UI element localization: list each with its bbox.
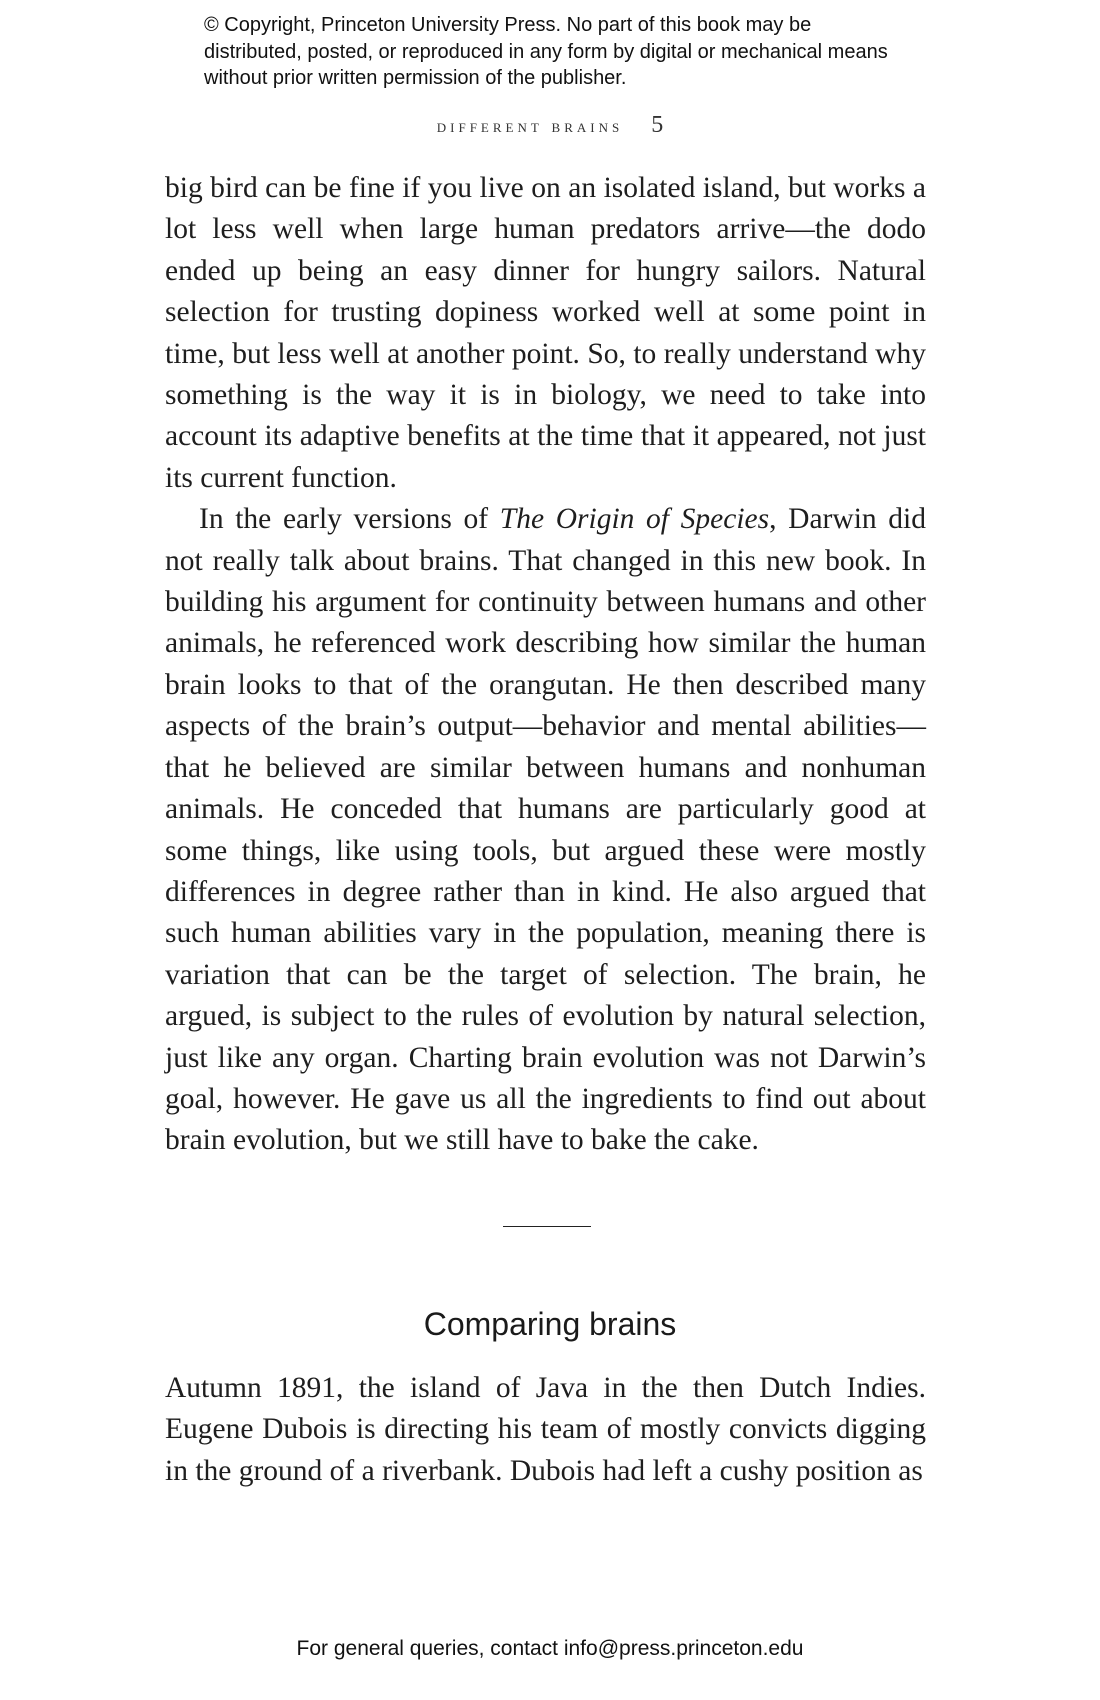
running-head [0, 112, 1100, 139]
section-text-block [165, 1368, 926, 1492]
paragraph-2-rest: , Darwin did not really talk about brains. That changed in this new book. In building his argument for continuity between humans and other animals, he referenced work describing how similar the human brain looks to that of the orangutan. He then described many aspects of the brain’s output—behavior and mental abilities—that he believed are similar between humans and nonhuman animals. He conceded that humans are particularly good at some things, like using tools, but argued these were mostly differences in degree rather than in kind. He also argued that such human abilities vary in the population, meaning there is variation that can be the target of selection. The brain, he argued, is subject to the rules of evolution by natural selection, just like any organ. Charting brain evolution was not Darwin’s goal, however. He gave us all the ingredients to find out about brain evolution, but we still have to bake the cake. [165, 503, 926, 1157]
paragraph-2 [165, 499, 926, 1162]
section-heading: Comparing brains [423, 1306, 677, 1342]
footer-contact: For general queries, contact info@press.princeton.edu [296, 1637, 804, 1660]
paragraph-1: big bird can be fine if you live on an isolated island, but works a lot less well when large human predators arrive—the dodo ended up being an easy dinner for hungry sailors. Natural selection for trusting dopiness worked well at some point in time, but less well at another point. So, to really understand why something is the way it is in biology, we need to take into account its adaptive benefits at the time that it appeared, not just its current function. [165, 172, 926, 494]
paragraph-2-start: In the early versions of [199, 503, 500, 536]
section-paragraph-1: Autumn 1891, the island of Java in the then Dutch Indies. Eugene Dubois is directing his team of mostly convicts digging in the ground of a riverbank. Dubois had left a cushy position as [165, 1372, 926, 1487]
main-text-block [165, 168, 926, 1162]
book-title-italic: The Origin of Species [499, 503, 770, 536]
running-head-title: different brains [436, 116, 624, 137]
section-divider [503, 1226, 591, 1227]
page-number: 5 [651, 112, 664, 138]
copyright-notice: © Copyright, Princeton University Press. No part of this book may be distributed, posted, or reproduced in any form by digital or mechanical means without prior written permission of the publisher. [204, 14, 888, 89]
